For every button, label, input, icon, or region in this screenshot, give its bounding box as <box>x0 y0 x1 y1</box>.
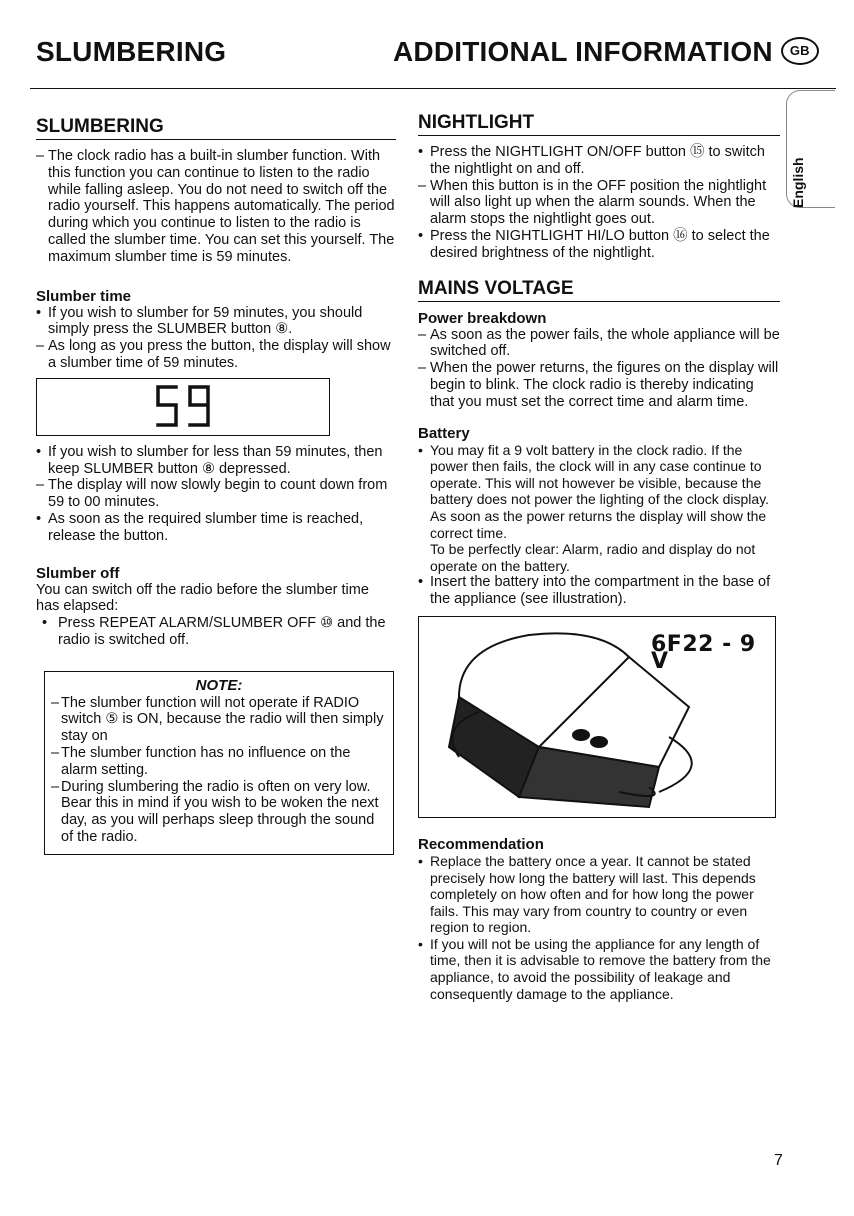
header-right-title <box>393 36 819 68</box>
gb-badge: GB <box>781 37 819 65</box>
slumber-time-item-3: • If you wish to slumber for less than 59 minutes, then keep SLUMBER button ⑧ depressed. <box>36 443 383 477</box>
slumbering-heading-rule <box>36 139 396 140</box>
note-title: NOTE: <box>195 676 243 694</box>
mains-voltage-heading: MAINS VOLTAGE <box>418 277 574 299</box>
battery-item-2: • Insert the battery into the compartment in the base of the appliance (see illustration). <box>418 574 771 608</box>
page-number: 7 <box>774 1152 783 1169</box>
slumber-time-item-5: • As soon as the required slumber time is reached, release the button. <box>36 510 364 544</box>
slumber-off-item: • Press REPEAT ALARM/SLUMBER OFF ⑩ and the radio is switched off. <box>42 615 386 648</box>
slumbering-heading: SLUMBERING <box>36 116 164 137</box>
note-box <box>44 671 394 855</box>
note-item-1: – The slumber function will not operate if RADIO switch ⑤ is ON, because the radio will then simply stay on <box>51 694 384 745</box>
note-item-3: – During slumbering the radio is often on very low. Bear this in mind if you wish to be woken the next day, as you will perhaps sleep through the sound of the radio. <box>51 778 379 845</box>
seven-segment-59 <box>148 383 218 431</box>
left-column <box>36 116 396 855</box>
nightlight-item-3: • Press the NIGHTLIGHT HI/LO button ⑯ to select the desired brightness of the nightlight. <box>418 227 770 261</box>
battery-heading: Battery <box>418 424 470 442</box>
slumber-time-item-2: – As long as you press the button, the display will show a slumber time of 59 minutes. <box>36 338 391 371</box>
slumber-off-heading: Slumber off <box>36 564 120 582</box>
nightlight-heading: NIGHTLIGHT <box>418 112 535 133</box>
slumber-time-item-4: – The display will now slowly begin to count down from 59 to 00 minutes. <box>36 477 388 511</box>
power-item-1: – As soon as the power fails, the whole appliance will be switched off. <box>418 326 780 360</box>
battery-item-1b: To be perfectly clear: Alarm, radio and display do not operate on the battery. <box>430 541 756 574</box>
mains-voltage-heading-rule <box>418 301 780 302</box>
header-rule <box>30 88 836 89</box>
slumber-off-text: You can switch off the radio before the slumber time has elapsed: <box>36 581 369 615</box>
note-item-2: – The slumber function has no influence on the alarm setting. <box>51 744 351 778</box>
slumber-display-box <box>36 378 330 436</box>
battery-label: 6F22 - 9 V <box>651 631 756 674</box>
battery-illustration <box>418 616 776 818</box>
header-right-text: ADDITIONAL INFORMATION <box>393 36 773 67</box>
recommendation-item-2: • If you will not be using the appliance for any length of time, then it is advisable to remove the battery from the appliance, to avoid the possibility of leakage and consequently damage to the appliance. <box>418 935 771 1002</box>
slumber-time-item-1: • If you wish to slumber for 59 minutes, you should simply press the SLUMBER button ⑧. <box>36 304 363 338</box>
power-breakdown-heading: Power breakdown <box>418 309 547 327</box>
nightlight-item-2: – When this button is in the OFF position the nightlight will also light up when the alarm sounds. When the alarm stops the nightlight goes out. <box>418 177 767 228</box>
nightlight-item-1: • Press the NIGHTLIGHT ON/OFF button ⑮ to switch the nightlight on and off. <box>418 144 765 177</box>
recommendation-item-1: • Replace the battery once a year. It cannot be stated precisely how long the battery will last. This depends completely on how often and for how long the power fails. This may vary from country to country or even region to region. <box>418 852 756 936</box>
header-left-title: SLUMBERING <box>36 36 227 67</box>
language-tab-label: English <box>790 157 806 209</box>
slumbering-intro: – The clock radio has a built-in slumber function. With this function you can continue to listen to the radio while falling asleep. You do not need to switch off the radio yourself. This happens automatically. The period during which you continue to listen to the radio is called the slumber time. You can set this yourself. The maximum slumber time is 59 minutes. <box>36 148 395 265</box>
nightlight-heading-rule <box>418 135 780 136</box>
power-item-2: – When the power returns, the figures on the display will begin to blink. The clock radio is thereby indicating that you must set the correct time and alarm time. <box>418 360 779 410</box>
slumber-time-heading: Slumber time <box>36 287 132 305</box>
right-column <box>418 112 780 1002</box>
battery-item-1: • You may fit a 9 volt battery in the clock radio. If the power then fails, the clock will in any case continue to operate. This will not however be visible, because the battery does not power the lighting of the clock display. As soon as the power returns the display will show the correct time. <box>418 441 770 541</box>
recommendation-heading: Recommendation <box>418 835 544 853</box>
